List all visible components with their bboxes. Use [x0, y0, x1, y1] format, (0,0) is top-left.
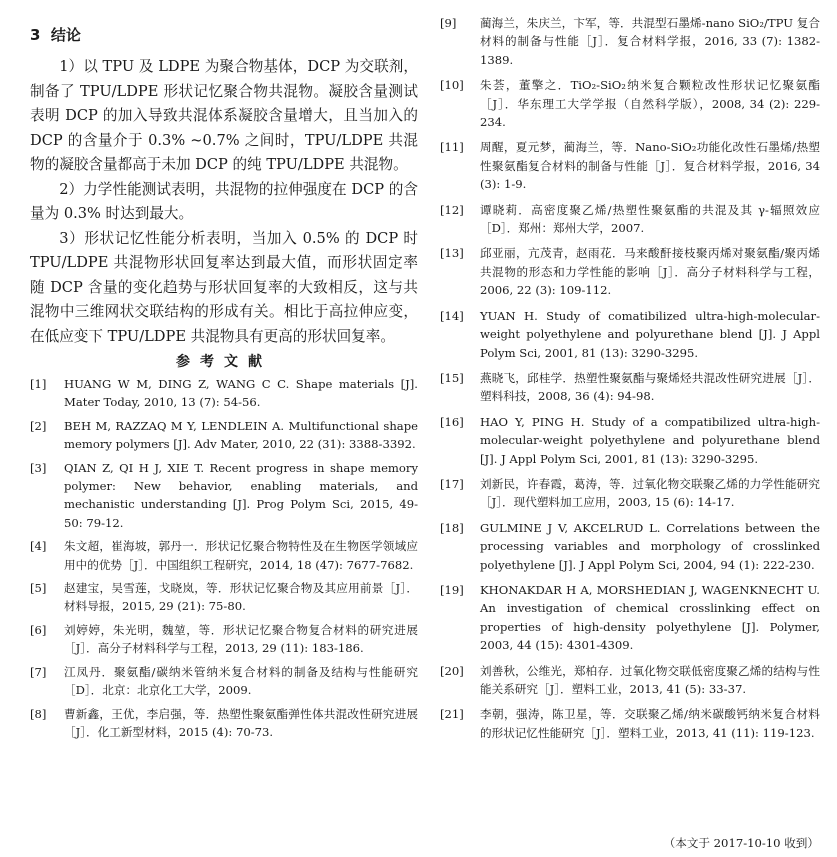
reference-text: 蔺海兰，朱庆兰，卞军，等．共混型石墨烯-nano SiO₂/TPU 复合材料的制备与性能［J］．复合材料学报，2016, 33 (7): 1382-1389. — [480, 16, 820, 67]
reference-text: 江凤丹．聚氨酯/碳纳米管纳米复合材料的制备及结构与性能研究［D］．北京：北京化工大学，2009. — [64, 664, 418, 698]
reference-text: HUANG W M, DING Z, WANG C C. Shape materials [J]. Mater Today, 2010, 13 (7): 54-56. — [64, 377, 418, 410]
reference-text: QIAN Z, QI H J, XIE T. Recent progress in shape memory polymer: New behavior, enabling materials, and mechanistic understanding [J]. Prog Polym Sci, 2015, 49-50: 79-12. — [64, 460, 418, 530]
reference-text: 刘婷婷，朱光明，魏堃，等．形状记忆聚合物复合材料的研究进展［J］．高分子材料科学与工程，2013, 29 (11): 183-186. — [64, 622, 418, 656]
reference-number: [15] — [440, 370, 464, 385]
conclusion-paragraph-1: 1）以 TPU 及 LDPE 为聚合物基体，DCP 为交联剂，制备了 TPU/LDPE 形状记忆聚合物共混物。凝胶含量测试表明 DCP 的加入导致共混体系凝胶含量增大，且当加入的 DCP 的含量介于 0.3% ~0.7% 之间时，TPU/LDPE 共混物的凝胶含量都高于未加 DCP 的纯 TPU/LDPE 共混物。 — [30, 58, 418, 173]
reference-text: GULMINE J V, AKCELRUD L. Correlations between the processing variables and morphology of crosslinked polyethylene [J]. J Appl Polym Sci, 2004, 94 (1): 222-230. — [480, 520, 820, 572]
reference-number: [17] — [440, 476, 464, 491]
reference-number: [14] — [440, 308, 464, 323]
reference-list-right — [440, 14, 820, 742]
reference-number: [6] — [30, 622, 47, 637]
reference-text: BEH M, RAZZAQ M Y, LENDLEIN A. Multifunctional shape memory polymers [J]. Adv Mater, 2010, 22 (31): 3388-3392. — [64, 418, 418, 452]
reference-number: [1] — [30, 377, 47, 391]
reference-number: [16] — [440, 414, 464, 429]
reference-text: 谭晓莉．高密度聚乙烯/热塑性聚氨酯的共混及其 γ-辐照效应［D］．郑州：郑州大学，2007. — [480, 202, 820, 236]
reference-number: [11] — [440, 140, 464, 155]
reference-text: 燕晓飞，邱桂学．热塑性聚氨酯与聚烯烃共混改性研究进展［J］．塑料科技，2008, 36 (4): 94-98. — [480, 370, 820, 404]
reference-item — [30, 375, 418, 412]
reference-number: [2] — [30, 418, 47, 433]
reference-number: [10] — [440, 78, 464, 93]
left-column — [30, 14, 418, 746]
reference-item — [30, 537, 418, 574]
reference-text: 朱荟，董擎之．TiO₂-SiO₂纳米复合颗粒改性形状记忆聚氨酯［J］．华东理工大学学报（自然科学版），2008, 34 (2): 229-234. — [480, 78, 820, 130]
reference-text: 刘新民，许春霞，葛涛，等．过氧化物交联聚乙烯的力学性能研究［J］．现代塑料加工应用，2003, 15 (6): 14-17. — [480, 476, 820, 510]
reference-list-left — [30, 375, 418, 741]
reference-item — [30, 459, 418, 533]
reference-text: 赵建宝，吴雪莲，戈晓岚，等．形状记忆聚合物及其应用前景［J］．材料导报，2015, 29 (21): 75-80. — [64, 581, 418, 614]
reference-text: 朱文超，崔海坡，郭丹一．形状记忆聚合物特性及在生物医学领域应用中的优势［J］．中国组织工程研究，2014, 18 (47): 7677-7682. — [64, 539, 418, 572]
section-heading — [30, 24, 418, 45]
reference-item — [440, 307, 820, 362]
section-title: 结论 — [50, 26, 81, 44]
reference-item — [440, 244, 820, 299]
reference-item — [440, 369, 820, 406]
reference-number: [8] — [30, 706, 47, 721]
reference-number: [7] — [30, 664, 47, 679]
reference-number: [3] — [30, 460, 47, 475]
reference-number: [21] — [440, 707, 464, 722]
reference-text: 邱亚丽，亢茂青，赵雨花．马来酸酐接枝聚丙烯对聚氨酯/聚丙烯共混物的形态和力学性能的影响［J］．高分子材料科学与工程，2006, 22 (3): 109-112. — [480, 246, 820, 298]
conclusion-paragraph-2: 2）力学性能测试表明，共混物的拉伸强度在 DCP 的含量为 0.3% 时达到最大。 — [30, 180, 418, 222]
reference-item — [30, 579, 418, 616]
reference-text: 曹新鑫，王优，李启强，等．热塑性聚氨酯弹性体共混改性研究进展［J］．化工新型材料，2015 (4): 70-73. — [64, 706, 418, 739]
reference-item — [440, 662, 820, 699]
section-number: 3 — [30, 26, 41, 44]
reference-text: 周醒，夏元梦，蔺海兰，等．Nano-SiO₂功能化改性石墨烯/热塑性聚氨酯复合材料的制备与性能［J］．复合材料学报，2016, 34 (3): 1-9. — [480, 140, 820, 192]
reference-item — [30, 705, 418, 742]
reference-number: [20] — [440, 663, 464, 678]
reference-number: [12] — [440, 202, 464, 217]
reference-item — [440, 138, 820, 193]
reference-item — [30, 621, 418, 658]
reference-text: KHONAKDAR H A, MORSHEDIAN J, WAGENKNECHT U. An investigation of chemical crosslinking effect on properties of high-density polyethylene [J]. Polymer, 2003, 44 (15): 4301-4309. — [480, 582, 820, 653]
reference-number: [9] — [440, 16, 457, 30]
right-column — [440, 14, 820, 749]
reference-item — [440, 76, 820, 131]
reference-item — [440, 201, 820, 238]
references-heading: 参考文献 — [176, 354, 272, 370]
reference-text: 刘善秋，公维光，郑柏存．过氧化物交联低密度聚乙烯的结构与性能关系研究［J］．塑料工业，2013, 41 (5): 33-37. — [480, 663, 820, 696]
reference-item — [440, 14, 820, 69]
reference-text: HAO Y, PING H. Study of a compatibilized ultra-high-molecular-weight polyethylene and polyurethane blend [J]. J Appl Polym Sci, 2001, 81 (13): 3290-3295. — [480, 414, 820, 466]
reference-number: [5] — [30, 581, 47, 596]
reference-item — [30, 663, 418, 700]
reference-item — [30, 417, 418, 454]
reference-item — [440, 581, 820, 655]
reference-number: [19] — [440, 582, 464, 597]
reference-item — [440, 413, 820, 468]
reference-number: [18] — [440, 520, 464, 535]
received-date-note: （本文于 2017-10-10 收到） — [663, 836, 819, 850]
reference-text: 李朝，强涛，陈卫星，等．交联聚乙烯/纳米碳酸钙纳米复合材料的形状记忆性能研究［J］．塑料工业，2013, 41 (11): 119-123. — [480, 707, 820, 740]
reference-number: [4] — [30, 539, 47, 554]
reference-text: YUAN H. Study of comatibilized ultra-high-molecular-weight polyethylene and polyurethane blend [J]. J Appl Polym Sci, 2001, 81 (13): 3290-3295. — [480, 308, 820, 360]
conclusion-paragraph-3: 3）形状记忆性能分析表明，当加入 0.5% 的 DCP 时 TPU/LDPE 共混物形状回复率达到最大值，而形状固定率随 DCP 含量的变化趋势与形状回复率的大致相反，这与共混物中三维网状交联结构的形成有关。相比于高拉伸应变，在低应变下 TPU/LDPE 共混物具有更高的形状回复率。 — [30, 229, 418, 345]
reference-item — [440, 519, 820, 574]
reference-item — [440, 705, 820, 742]
reference-number: [13] — [440, 246, 464, 261]
reference-item — [440, 475, 820, 512]
